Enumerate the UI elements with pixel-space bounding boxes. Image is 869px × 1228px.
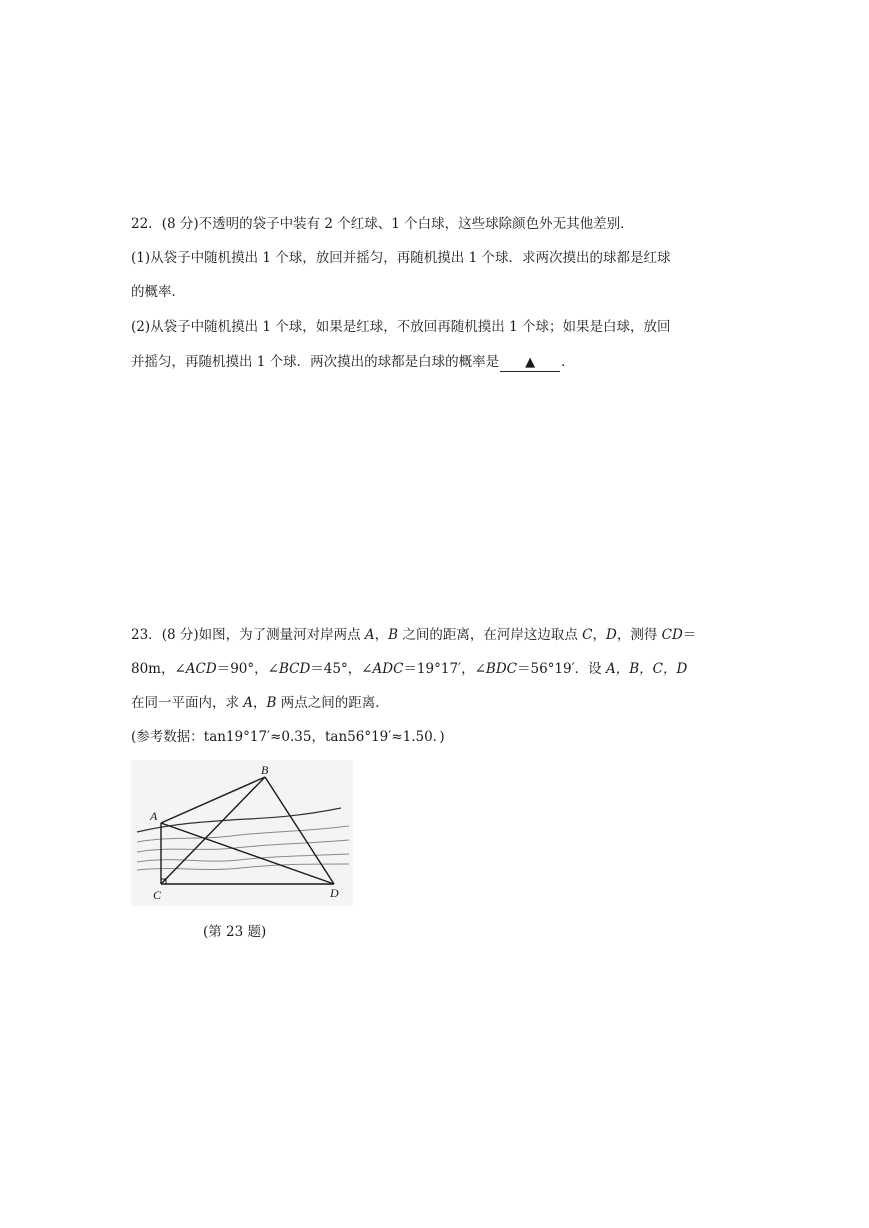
figure-label-d: D [330, 886, 339, 900]
river-diagram [131, 760, 353, 906]
q23-line2 [131, 660, 687, 678]
q23-text: ＝19°17′，∠ [403, 661, 486, 677]
punctuation: ， [253, 695, 267, 711]
q22-part1-line2: 的概率． [131, 284, 185, 300]
river-waves [137, 808, 349, 870]
q22-stem: 不透明的袋子中装有 2 个红球、1 个白球，这些球除颜色外无其他差别． [198, 216, 634, 232]
figure-label-a: A [150, 809, 158, 823]
figure-label-b: B [261, 763, 269, 777]
q23-text: ，测得 [616, 627, 662, 643]
point-b-label: B [266, 695, 277, 711]
q22-part2-line1: (2)从袋子中随机摸出 1 个球，如果是红球，不放回再随机摸出 1 个球；如果是白球，放回 [131, 319, 671, 335]
reference-data: (参考数据：tan19°17′≈0.35，tan56°19′≈1.50．) [131, 729, 445, 745]
q23-text: 在同一平面内，求 [131, 695, 244, 711]
q22-part1-line1: (1)从袋子中随机摸出 1 个球，放回并摇匀，再随机摸出 1 个球．求两次摸出的球都是红球 [131, 250, 671, 266]
point-b-label: B [388, 627, 399, 643]
segment-cd-label: CD [661, 627, 683, 643]
q22-heading [131, 215, 634, 233]
punctuation: ， [374, 627, 389, 643]
q22-score: (8 分) [161, 216, 199, 232]
q23-number: 23． [131, 627, 162, 643]
point-a-label: A [243, 695, 254, 711]
answer-blank[interactable] [500, 354, 560, 372]
q23-text: 如图，为了测量河对岸两点 [198, 627, 365, 643]
angle-bcd-label: BCD [278, 661, 311, 677]
q23-text: 之间的距离，在河岸这边取点 [398, 627, 583, 643]
angle-acd-label: ACD [185, 661, 217, 677]
angle-bdc-label: BDC [485, 661, 517, 677]
q22-part2-line2 [131, 353, 575, 372]
q22-number: 22． [131, 216, 162, 232]
point-d-label: D [606, 627, 617, 643]
triangle-lines [161, 777, 334, 884]
q23-text: ＝45°，∠ [310, 661, 373, 677]
punctuation: ， [592, 627, 607, 643]
q23-text: ＝56°19′．设 [517, 661, 606, 677]
q22-part2-suffix: ． [561, 354, 575, 370]
q23-text: 80m，∠ [131, 661, 186, 677]
point-a-label: A [364, 627, 375, 643]
q23-heading [131, 626, 696, 644]
triangle-marker-icon: ▲ [525, 355, 536, 370]
figure-caption: (第 23 题) [203, 924, 267, 940]
q23-text: 两点之间的距离． [276, 695, 389, 711]
figure-label-c: C [153, 888, 162, 902]
points-list: A，B，C，D [605, 661, 688, 677]
q23-text: ＝90°，∠ [216, 661, 279, 677]
angle-adc-label: ADC [372, 661, 404, 677]
q23-score: (8 分) [161, 627, 199, 643]
point-c-label: C [582, 627, 593, 643]
q22-part2-prefix: 并摇匀，再随机摸出 1 个球．两次摸出的球都是白球的概率是 [131, 354, 500, 370]
punctuation: ＝ [682, 627, 697, 643]
q23-line3 [131, 694, 389, 712]
